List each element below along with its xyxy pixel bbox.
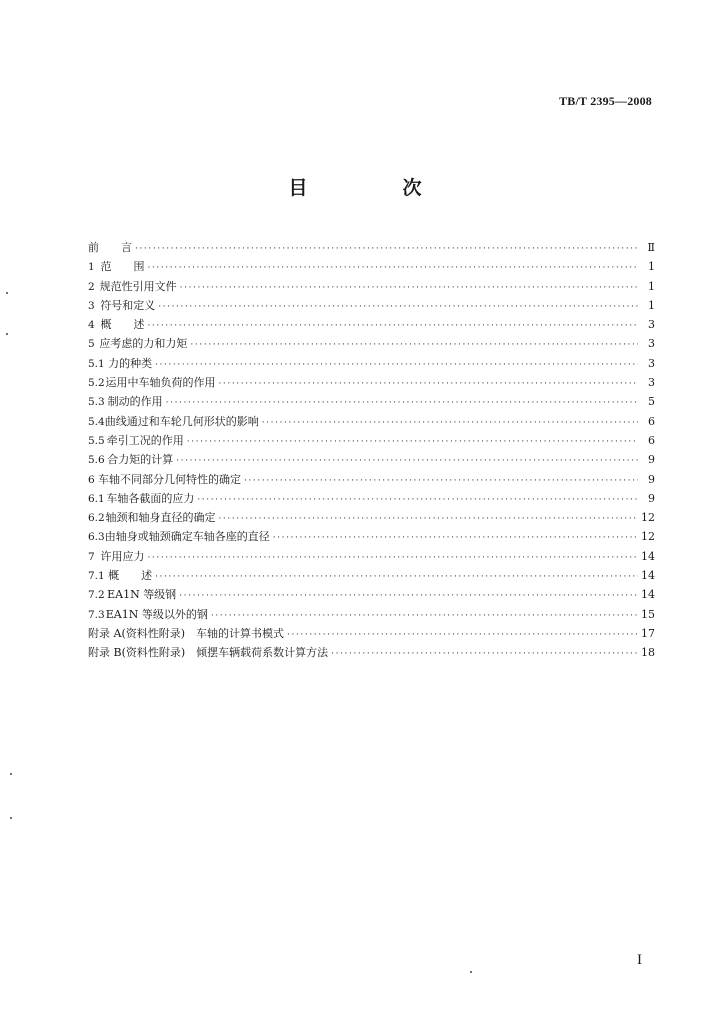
toc-entry-number: 5.5: [88, 434, 105, 447]
toc-leader-dots: [331, 645, 638, 664]
toc-leader-dots: [155, 568, 638, 587]
toc-entry: [88, 315, 655, 334]
toc-leader-dots: [135, 240, 638, 259]
page-title: 目 次: [288, 177, 460, 199]
toc-entry: [88, 354, 655, 373]
scan-speck: [6, 333, 8, 335]
toc-entry: [88, 373, 655, 392]
toc-leader-dots: [179, 587, 638, 606]
toc-entry-page: 1: [648, 298, 655, 312]
toc-entry-label: 附录 A(资料性附录) 车轴的计算书模式: [88, 626, 285, 640]
toc-entry-number: 5: [88, 338, 95, 351]
toc-entry-page: 9: [648, 453, 655, 467]
toc-entry-number: 7: [88, 550, 95, 563]
toc-entry-label: 许用应力: [100, 549, 145, 563]
toc-leader-dots: [197, 491, 638, 510]
toc-leader-dots: [218, 375, 638, 394]
toc-leader-dots: [155, 356, 638, 375]
toc-entry: [88, 277, 655, 296]
toc-entry: [88, 392, 655, 411]
scan-speck: [470, 971, 472, 973]
toc-leader-dots: [147, 259, 638, 278]
toc-leader-dots: [287, 626, 638, 645]
toc-entry-label: 力的种类: [108, 356, 153, 370]
toc-entry: [88, 450, 655, 469]
toc-entry-page: 6: [648, 414, 655, 428]
scan-speck: [6, 292, 8, 294]
toc-entry-number: 2: [88, 280, 95, 293]
toc-leader-dots: [176, 452, 638, 471]
toc-entry-label: 牵引工况的作用: [106, 433, 184, 447]
toc-entry: [88, 547, 655, 566]
toc-entry-page: 3: [648, 356, 655, 370]
toc-entry: [88, 470, 655, 489]
toc-entry: [88, 566, 655, 585]
toc-entry: [88, 508, 655, 527]
toc-entry-label: 符号和定义: [100, 298, 156, 312]
table-of-contents: [88, 238, 655, 663]
toc-entry-page: 6: [648, 433, 655, 447]
toc-entry: [88, 296, 655, 315]
toc-entry: [88, 643, 655, 662]
toc-entry-number: 6.2: [88, 512, 105, 525]
toc-entry-label: 范 围: [100, 260, 145, 274]
toc-entry-page: 18: [641, 646, 655, 660]
toc-entry: [88, 238, 655, 257]
toc-entry-page: 14: [641, 549, 655, 563]
toc-entry-label: 制动的作用: [107, 395, 163, 409]
toc-entry-page: 3: [648, 337, 655, 351]
toc-entry-page: 14: [641, 569, 655, 583]
toc-entry-label: 概 述: [108, 569, 153, 583]
toc-entry: [88, 412, 655, 431]
toc-entry-label: 车轴各截面的应力: [106, 491, 195, 505]
toc-entry-label: 运用中车轴负荷的作用: [105, 376, 216, 390]
toc-entry-number: 7.1: [88, 570, 105, 583]
standard-code: TB/T 2395—2008: [559, 94, 652, 108]
toc-entry-label: EA1N 等级钢: [107, 588, 177, 602]
toc-entry-page: 9: [648, 472, 655, 486]
toc-leader-dots: [147, 549, 638, 568]
toc-leader-dots: [218, 510, 638, 529]
toc-entry-page: 15: [641, 607, 655, 621]
toc-entry-page: 14: [641, 588, 655, 602]
toc-leader-dots: [158, 298, 638, 317]
toc-entry-number: 5.2: [88, 377, 105, 390]
toc-entry-label: 轴颈和轴身直径的确定: [105, 511, 216, 525]
toc-entry-page: 5: [648, 395, 655, 409]
toc-entry-page: 12: [641, 511, 655, 525]
toc-entry-label: 概 述: [100, 318, 145, 332]
toc-leader-dots: [180, 279, 638, 298]
scan-speck: [10, 773, 12, 775]
toc-leader-dots: [147, 317, 638, 336]
toc-entry-label: 合力矩的计算: [107, 453, 174, 467]
toc-entry-number: 1: [88, 261, 95, 274]
toc-entry-number: 7.3: [88, 608, 105, 621]
toc-entry-page: 3: [648, 376, 655, 390]
toc-entry-page: 9: [648, 491, 655, 505]
toc-entry-label: 附录 B(资料性附录) 倾摆车辆载荷系数计算方法: [88, 646, 329, 660]
toc-entry-page: 17: [641, 626, 655, 640]
toc-entry-number: 5.6: [88, 454, 105, 467]
toc-entry-page: 3: [648, 318, 655, 332]
toc-leader-dots: [244, 472, 638, 491]
toc-entry: [88, 605, 655, 624]
toc-entry-number: 6.1: [88, 492, 105, 505]
toc-leader-dots: [273, 529, 638, 548]
toc-entry: [88, 489, 655, 508]
toc-entry-label: 由轴身或轴颈确定车轴各座的直径: [104, 530, 270, 544]
toc-entry-number: 6.3: [88, 531, 105, 544]
toc-entry-label: 应考虑的力和力矩: [99, 337, 188, 351]
scan-speck: [10, 817, 12, 819]
toc-entry-label: 曲线通过和车轮几何形状的影响: [104, 414, 259, 428]
toc-entry-label: 前 言: [88, 241, 132, 254]
page-number: I: [637, 952, 642, 968]
toc-entry-page: 12: [641, 530, 655, 544]
toc-entry-label: 车轴不同部分几何特性的确定: [98, 472, 242, 486]
toc-entry-number: 5.4: [88, 415, 105, 428]
toc-leader-dots: [187, 433, 638, 452]
toc-entry: [88, 334, 655, 353]
toc-entry-page: Ⅱ: [647, 241, 655, 254]
toc-entry-label: 规范性引用文件: [99, 279, 177, 293]
toc-entry-number: 3: [88, 299, 95, 312]
toc-entry-page: 1: [648, 279, 655, 293]
toc-entry-number: 7.2: [88, 589, 105, 602]
toc-leader-dots: [190, 336, 638, 355]
toc-entry-number: 6: [88, 473, 95, 486]
toc-entry: [88, 527, 655, 546]
toc-entry-page: 1: [648, 260, 655, 274]
toc-entry: [88, 585, 655, 604]
toc-entry: [88, 431, 655, 450]
toc-entry-label: EA1N 等级以外的钢: [105, 607, 208, 621]
toc-leader-dots: [262, 414, 638, 433]
toc-entry: [88, 257, 655, 276]
toc-entry-number: 5.1: [88, 357, 105, 370]
toc-entry-number: 4: [88, 319, 95, 332]
toc-entry: [88, 624, 655, 643]
toc-entry-number: 5.3: [88, 396, 105, 409]
